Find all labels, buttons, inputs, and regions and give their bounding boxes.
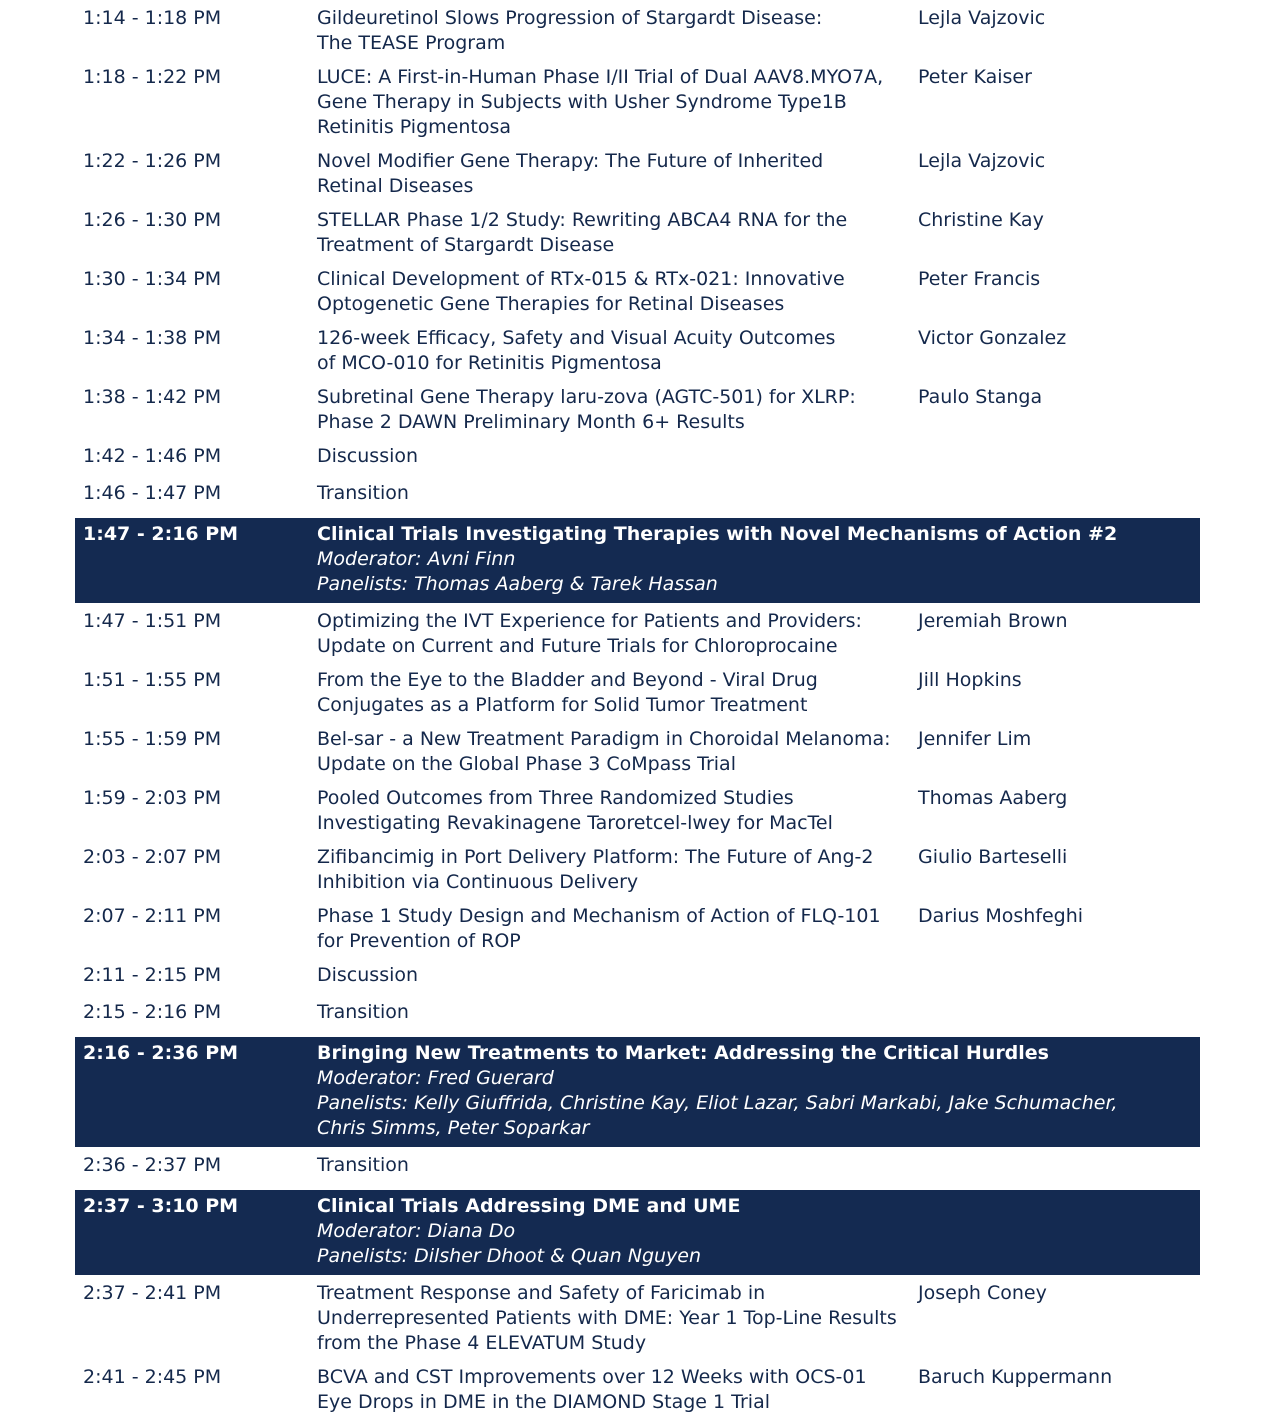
title-line: Gene Therapy in Subjects with Usher Syndrome Type1B (317, 91, 847, 113)
row-title (317, 904, 918, 954)
agenda-row (75, 1281, 1200, 1365)
title-line: Optogenetic Gene Therapies for Retinal Diseases (317, 293, 785, 315)
row-title (317, 326, 918, 376)
agenda-row (75, 786, 1200, 845)
row-speaker: Paulo Stanga (918, 386, 1043, 408)
agenda-row (75, 1365, 1200, 1424)
title-line: Pooled Outcomes from Three Randomized Studies (317, 787, 794, 809)
row-speaker: Thomas Aaberg (918, 787, 1068, 809)
row-speaker: Peter Kaiser (918, 66, 1032, 88)
row-time: 1:14 - 1:18 PM (83, 7, 222, 29)
title-line: Gildeuretinol Slows Progression of Stargardt Disease: (317, 7, 823, 29)
session-header (75, 518, 1200, 603)
row-time: 1:51 - 1:55 PM (83, 669, 222, 691)
title-line: Zifibancimig in Port Delivery Platform: The Future of Ang-2 (317, 846, 874, 868)
session-panelists: Panelists: Dilsher Dhoot & Quan Nguyen (317, 1245, 702, 1267)
title-line: Subretinal Gene Therapy laru-zova (AGTC-501) for XLRP: (317, 386, 856, 408)
session-time: 2:37 - 3:10 PM (83, 1195, 239, 1217)
title-line: LUCE: A First-in-Human Phase I/II Trial of Dual AAV8.MYO7A, (317, 66, 884, 88)
title-line: Update on Current and Future Trials for Chloroprocaine (317, 635, 838, 657)
row-speaker: Baruch Kuppermann (918, 1366, 1113, 1388)
row-speaker: Joseph Coney (918, 1282, 1047, 1304)
row-speaker: Christine Kay (918, 209, 1044, 231)
row-time: 1:59 - 2:03 PM (83, 787, 222, 809)
session-moderator: Moderator: Diana Do (317, 1220, 516, 1242)
title-line: Discussion (317, 964, 419, 986)
row-time: 2:37 - 2:41 PM (83, 1282, 222, 1304)
row-speaker: Peter Francis (918, 268, 1041, 290)
agenda-row (75, 208, 1200, 267)
row-time: 1:22 - 1:26 PM (83, 150, 222, 172)
row-title (317, 609, 918, 659)
row-speaker: Jill Hopkins (918, 669, 1022, 691)
row-title (317, 963, 918, 988)
session-moderator: Moderator: Fred Guerard (317, 1067, 554, 1089)
session-panelists: Panelists: Kelly Giuffrida, Christine Kay, Eliot Lazar, Sabri Markabi, Jake Schumacher, (317, 1092, 1118, 1114)
row-title (317, 6, 918, 56)
agenda-table (75, 6, 1200, 1424)
agenda-row (75, 963, 1200, 1000)
row-title (317, 149, 918, 199)
title-line: 126-week Efficacy, Safety and Visual Acuity Outcomes (317, 327, 836, 349)
agenda-row (75, 1153, 1200, 1190)
agenda-row (75, 385, 1200, 444)
row-title (317, 385, 918, 435)
row-speaker: Lejla Vajzovic (918, 150, 1046, 172)
title-line: Discussion (317, 445, 419, 467)
agenda-row (75, 481, 1200, 518)
agenda-row (75, 149, 1200, 208)
agenda-row (75, 668, 1200, 727)
row-speaker: Jennifer Lim (918, 728, 1032, 750)
session-info (317, 522, 1200, 597)
title-line: of MCO-010 for Retinitis Pigmentosa (317, 352, 662, 374)
title-line: The TEASE Program (317, 32, 506, 54)
row-title (317, 668, 918, 718)
row-title (317, 65, 918, 140)
row-time: 1:42 - 1:46 PM (83, 445, 222, 467)
row-title (317, 444, 918, 469)
title-line: Bel-sar - a New Treatment Paradigm in Choroidal Melanoma: (317, 728, 891, 750)
title-line: Investigating Revakinagene Taroretcel-lwey for MacTel (317, 812, 833, 834)
title-line: from the Phase 4 ELEVATUM Study (317, 1332, 647, 1354)
agenda-row (75, 1000, 1200, 1037)
session-title: Bringing New Treatments to Market: Addressing the Critical Hurdles (317, 1042, 1049, 1064)
title-line: Eye Drops in DME in the DIAMOND Stage 1 Trial (317, 1391, 770, 1413)
row-time: 1:55 - 1:59 PM (83, 728, 222, 750)
row-time: 2:15 - 2:16 PM (83, 1001, 222, 1023)
title-line: Transition (317, 482, 409, 504)
session-info (317, 1194, 1200, 1269)
title-line: Inhibition via Continuous Delivery (317, 871, 639, 893)
agenda-row (75, 65, 1200, 149)
row-time: 2:36 - 2:37 PM (83, 1154, 222, 1176)
row-title (317, 481, 918, 506)
agenda-row (75, 904, 1200, 963)
session-panelists: Chris Simms, Peter Soparkar (317, 1117, 590, 1139)
row-time: 2:41 - 2:45 PM (83, 1366, 222, 1388)
row-speaker: Victor Gonzalez (918, 327, 1067, 349)
title-line: From the Eye to the Bladder and Beyond - Viral Drug (317, 669, 818, 691)
row-time: 2:03 - 2:07 PM (83, 846, 222, 868)
row-time: 2:11 - 2:15 PM (83, 964, 222, 986)
row-time: 1:34 - 1:38 PM (83, 327, 222, 349)
row-speaker: Darius Moshfeghi (918, 905, 1084, 927)
row-title (317, 845, 918, 895)
row-time: 1:38 - 1:42 PM (83, 386, 222, 408)
session-moderator: Moderator: Avni Finn (317, 548, 516, 570)
title-line: Clinical Development of RTx-015 & RTx-021: Innovative (317, 268, 845, 290)
session-title: Clinical Trials Investigating Therapies with Novel Mechanisms of Action #2 (317, 523, 1118, 545)
row-title (317, 727, 918, 777)
agenda-row (75, 727, 1200, 786)
row-title (317, 208, 918, 258)
session-title: Clinical Trials Addressing DME and UME (317, 1195, 741, 1217)
row-time: 1:26 - 1:30 PM (83, 209, 222, 231)
agenda-row (75, 845, 1200, 904)
agenda-row (75, 326, 1200, 385)
row-time: 1:46 - 1:47 PM (83, 482, 222, 504)
title-line: Phase 2 DAWN Preliminary Month 6+ Results (317, 411, 745, 433)
title-line: BCVA and CST Improvements over 12 Weeks with OCS-01 (317, 1366, 867, 1388)
title-line: Transition (317, 1154, 409, 1176)
row-title (317, 1000, 918, 1025)
title-line: Transition (317, 1001, 409, 1023)
row-title (317, 1365, 918, 1415)
title-line: STELLAR Phase 1/2 Study: Rewriting ABCA4 RNA for the (317, 209, 848, 231)
agenda-row (75, 6, 1200, 65)
row-title (317, 1281, 918, 1356)
agenda-row (75, 609, 1200, 668)
title-line: Phase 1 Study Design and Mechanism of Action of FLQ-101 (317, 905, 881, 927)
row-title (317, 786, 918, 836)
session-info (317, 1041, 1200, 1141)
title-line: Retinitis Pigmentosa (317, 116, 511, 138)
session-time: 2:16 - 2:36 PM (83, 1042, 239, 1064)
title-line: Novel Modifier Gene Therapy: The Future of Inherited (317, 150, 824, 172)
row-title (317, 267, 918, 317)
row-speaker: Jeremiah Brown (918, 610, 1068, 632)
row-speaker: Giulio Barteselli (918, 846, 1068, 868)
title-line: Update on the Global Phase 3 CoMpass Trial (317, 753, 736, 775)
row-time: 1:47 - 1:51 PM (83, 610, 222, 632)
session-panelists: Panelists: Thomas Aaberg & Tarek Hassan (317, 573, 718, 595)
row-time: 1:30 - 1:34 PM (83, 268, 222, 290)
title-line: Underrepresented Patients with DME: Year 1 Top-Line Results (317, 1307, 897, 1329)
row-speaker: Lejla Vajzovic (918, 7, 1046, 29)
row-time: 2:07 - 2:11 PM (83, 905, 222, 927)
title-line: Conjugates as a Platform for Solid Tumor Treatment (317, 694, 808, 716)
row-time: 1:18 - 1:22 PM (83, 66, 222, 88)
title-line: Optimizing the IVT Experience for Patients and Providers: (317, 610, 862, 632)
session-header (75, 1037, 1200, 1147)
title-line: Treatment Response and Safety of Faricimab in (317, 1282, 766, 1304)
session-time: 1:47 - 2:16 PM (83, 523, 239, 545)
agenda-row (75, 267, 1200, 326)
title-line: Treatment of Stargardt Disease (317, 234, 615, 256)
session-header (75, 1190, 1200, 1275)
title-line: Retinal Diseases (317, 175, 474, 197)
agenda-row (75, 444, 1200, 481)
row-title (317, 1153, 918, 1178)
title-line: for Prevention of ROP (317, 930, 521, 952)
